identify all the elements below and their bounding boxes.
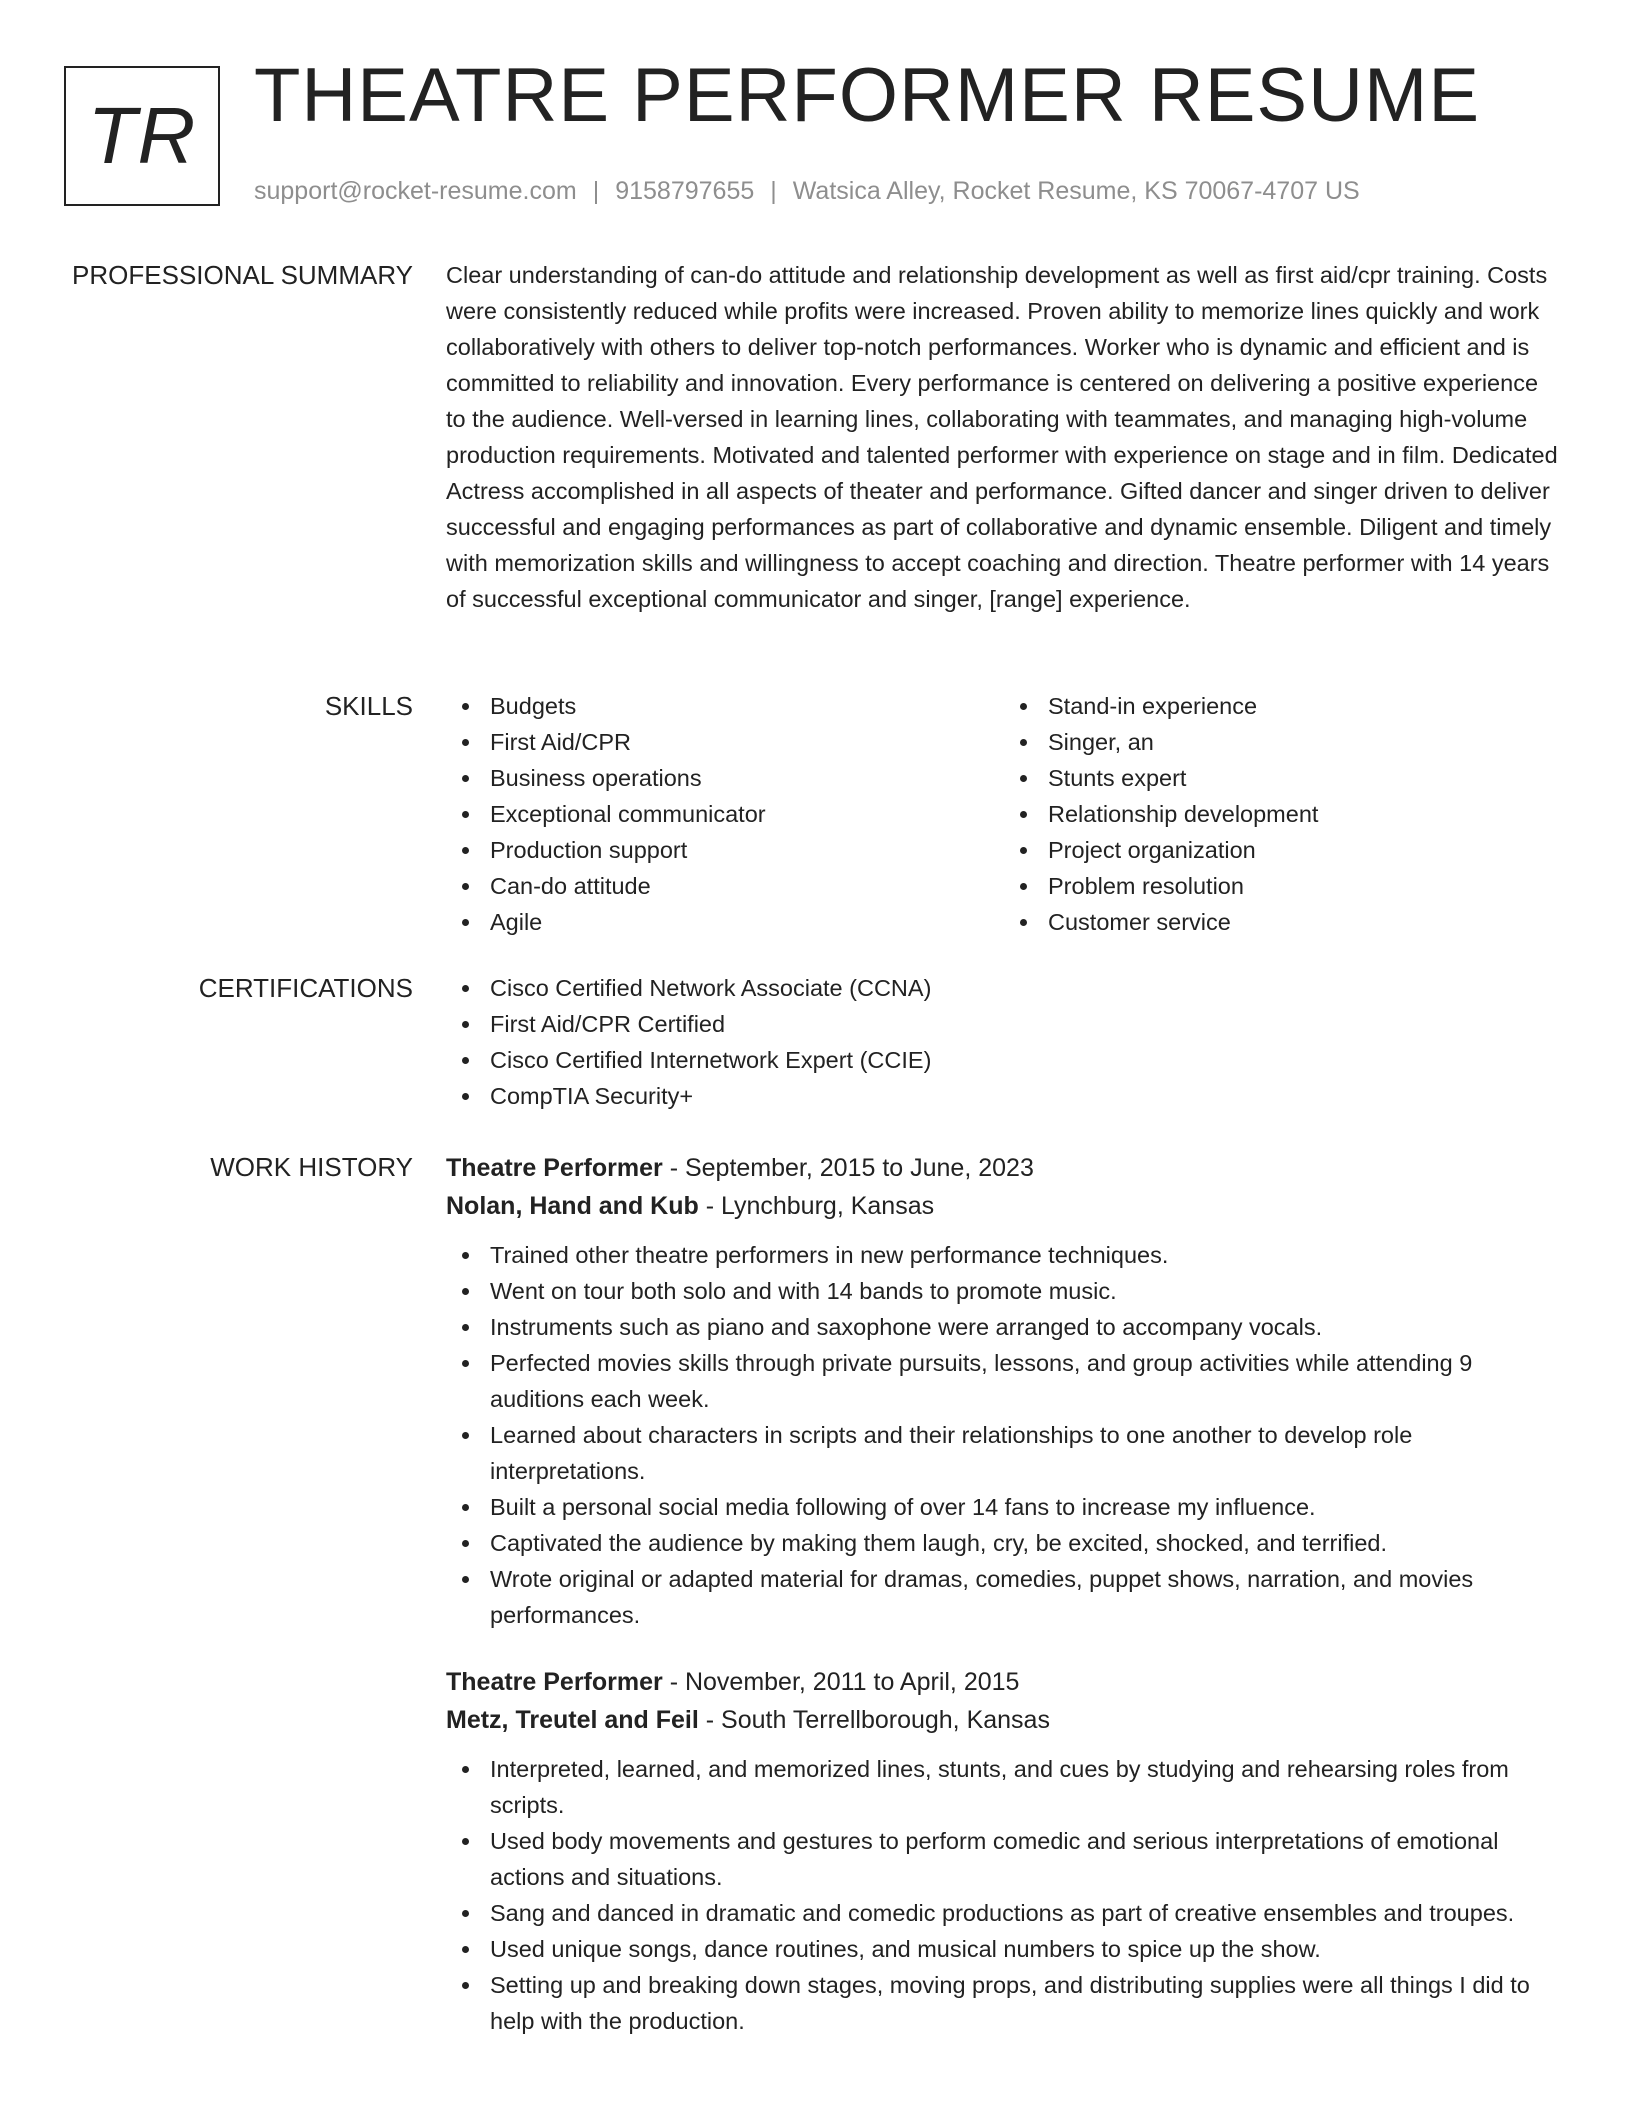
job-title-line <box>446 1663 1562 1701</box>
contact-line <box>254 176 1360 206</box>
skill-item: Exceptional communicator <box>490 796 1004 832</box>
job-bullet: Captivated the audience by making them laugh, cry, be excited, shocked, and terrified. <box>490 1525 1562 1561</box>
job-entry <box>446 1149 1562 1633</box>
resume-title: THEATRE PERFORMER RESUME <box>254 53 1481 138</box>
skills-list-right <box>1004 688 1562 940</box>
certification-item: First Aid/CPR Certified <box>490 1006 1562 1042</box>
job-bullet: Setting up and breaking down stages, moving props, and distributing supplies were all things I did to help with the production. <box>490 1967 1562 2039</box>
job-bullets <box>446 1237 1562 1633</box>
skills-body <box>446 688 1562 940</box>
job-bullet: Used body movements and gestures to perform comedic and serious interpretations of emotional actions and situations. <box>490 1823 1562 1895</box>
summary-text: Clear understanding of can-do attitude and relationship development as well as first aid/cpr training. Costs were consistently reduced while profits were increased. Proven ability to memorize lines quickly and work collaboratively with others to deliver top-notch performances. Worker who is dynamic and efficient and is committed to reliability and innovation. Every performance is centered on delivering a positive experience to the audience. Well-versed in learning lines, collaborating with teammates, and managing high-volume production requirements. Motivated and talented performer with experience on stage and in film. Dedicated Actress accomplished in all aspects of theater and performance. Gifted dancer and singer driven to deliver successful and engaging performances as part of collaborative and dynamic ensemble. Diligent and timely with memorization skills and willingness to accept coaching and direction. Theatre performer with 14 years of successful exceptional communicator and singer, [range] experience. <box>446 262 1558 612</box>
job-dates: - November, 2011 to April, 2015 <box>662 1668 1020 1696</box>
job-dates: - September, 2015 to June, 2023 <box>662 1154 1034 1182</box>
section-heading-summary: PROFESSIONAL SUMMARY <box>72 260 413 290</box>
contact-separator: | <box>770 177 777 205</box>
job-bullet: Used unique songs, dance routines, and musical numbers to spice up the show. <box>490 1931 1562 1967</box>
contact-address: Watsica Alley, Rocket Resume, KS 70067-4707 US <box>792 177 1360 205</box>
skill-item: Production support <box>490 832 1004 868</box>
monogram-initials: TR <box>87 91 197 180</box>
skill-item: Agile <box>490 904 1004 940</box>
certifications-list <box>446 970 1562 1114</box>
skill-item: Singer, an <box>1048 724 1562 760</box>
job-company: Nolan, Hand and Kub <box>446 1192 699 1220</box>
skill-item: Relationship development <box>1048 796 1562 832</box>
job-entry <box>446 1663 1562 2039</box>
job-title-line <box>446 1149 1562 1187</box>
section-heading-work-history: WORK HISTORY <box>210 1152 413 1182</box>
job-bullet: Interpreted, learned, and memorized lines, stunts, and cues by studying and rehearsing roles from scripts. <box>490 1751 1562 1823</box>
certifications-body <box>446 970 1562 1114</box>
job-location: - Lynchburg, Kansas <box>698 1192 935 1220</box>
contact-phone[interactable]: 9158797655 <box>615 177 755 205</box>
summary-body <box>446 257 1562 617</box>
skill-item: Problem resolution <box>1048 868 1562 904</box>
skill-item: Project organization <box>1048 832 1562 868</box>
contact-email[interactable]: support@rocket-resume.com <box>254 177 577 205</box>
contact-separator: | <box>592 177 600 205</box>
job-bullet: Perfected movies skills through private pursuits, lessons, and group activities while attending 9 auditions each week. <box>490 1345 1562 1417</box>
job-company-line <box>446 1187 1562 1225</box>
skill-item: Budgets <box>490 688 1004 724</box>
skill-item: Stand-in experience <box>1048 688 1562 724</box>
skill-item: Customer service <box>1048 904 1562 940</box>
job-bullet: Built a personal social media following of over 14 fans to increase my influence. <box>490 1489 1562 1525</box>
work-history-body <box>446 1149 1562 2069</box>
job-company: Metz, Treutel and Feil <box>446 1706 699 1734</box>
job-bullet: Trained other theatre performers in new performance techniques. <box>490 1237 1562 1273</box>
skill-item: First Aid/CPR <box>490 724 1004 760</box>
job-role: Theatre Performer <box>446 1668 663 1696</box>
job-bullets <box>446 1751 1562 2039</box>
certification-item: Cisco Certified Network Associate (CCNA) <box>490 970 1562 1006</box>
job-location: - South Terrellborough, Kansas <box>698 1706 1050 1734</box>
skill-item: Can-do attitude <box>490 868 1004 904</box>
monogram-logo <box>64 66 220 206</box>
job-role: Theatre Performer <box>446 1154 663 1182</box>
job-bullet: Sang and danced in dramatic and comedic productions as part of creative ensembles and troupes. <box>490 1895 1562 1931</box>
job-bullet: Wrote original or adapted material for dramas, comedies, puppet shows, narration, and movies performances. <box>490 1561 1562 1633</box>
skill-item: Stunts expert <box>1048 760 1562 796</box>
job-bullet: Went on tour both solo and with 14 bands to promote music. <box>490 1273 1562 1309</box>
job-bullet: Learned about characters in scripts and their relationships to one another to develop role interpretations. <box>490 1417 1562 1489</box>
section-heading-skills: SKILLS <box>324 691 413 721</box>
job-bullet: Instruments such as piano and saxophone were arranged to accompany vocals. <box>490 1309 1562 1345</box>
skill-item: Business operations <box>490 760 1004 796</box>
job-company-line <box>446 1701 1562 1739</box>
certification-item: CompTIA Security+ <box>490 1078 1562 1114</box>
skills-list-left <box>446 688 1004 940</box>
section-heading-certifications: CERTIFICATIONS <box>198 973 413 1003</box>
certification-item: Cisco Certified Internetwork Expert (CCIE) <box>490 1042 1562 1078</box>
